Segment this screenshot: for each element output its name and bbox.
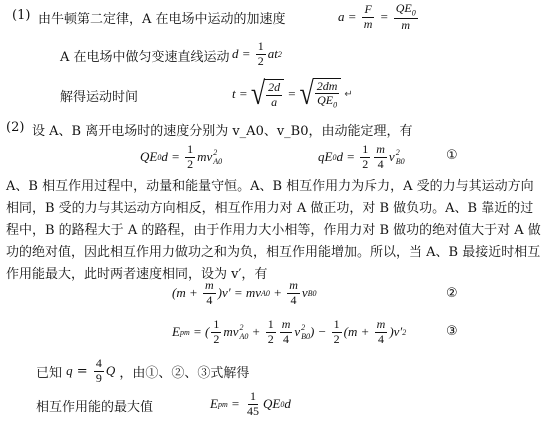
equation-2: (m + $\frac{m}{4}$ )v′ = mv A0 + $\frac{m}{4}$ v B0 xyxy=(172,278,317,307)
part1-line2-text: A 在电场中做匀变速直线运动 xyxy=(60,50,230,65)
result-text: 相互作用能的最大值 xyxy=(36,400,154,415)
part1-line2-formula: d = $\frac{1}{2}$ at 2 xyxy=(232,39,282,68)
equation-1a: QE 0 d = $\frac{1}{2}$ mv 2 A0 xyxy=(140,142,223,171)
part1-line3-formula: t = √ $\frac{2d}{a}$ = √ $\frac{2dm}{QE_0}$ ↵ xyxy=(232,75,353,112)
part1-line3-text: 解得运动时间 xyxy=(60,90,139,105)
equation-3: E pm = ( $\frac{1}{2}$ mv 2 A0 + $\frac{1}{2}$ $\frac{m}{4}$ v 2 B0 ) − $\frac{1}{2}$ (m + $\frac{m}{4}$ )v′ 2 xyxy=(172,317,407,346)
known-condition: 已知 q = $\frac{4}{9}$ Q ，由①、②、③式解得 xyxy=(36,356,250,385)
equation-1b: qE 0 d = $\frac{1}{2}$ $\frac{m}{4}$ v 2 B0 xyxy=(318,142,405,171)
equation-2-number: ② xyxy=(446,286,458,301)
part1-line1-text: 由牛顿第二定律，A 在电场中运动的加速度 xyxy=(38,12,286,27)
part1-line1-formula: a = $\frac{F}{m}$ = $\frac{QE_0}{m}$ xyxy=(338,0,416,32)
part2-intro: 设 A、B 离开电场时的速度分别为 v_A0、v_B0，由动能定理，有 xyxy=(32,124,413,139)
equation-3-number: ③ xyxy=(446,324,458,339)
equation-1-number: ① xyxy=(446,148,458,163)
result-formula: E pm = $\frac{1}{45}$ QE 0 d xyxy=(210,389,291,418)
explanation-paragraph: A、B 相互作用过程中，动量和能量守恒。A、B 相互作用力为斥力，A 受的力与其运动方向相同，B 受的力与其运动方向相反，相互作用力对 A 做正功，对 B 做负功。A、B 靠近的过程中，B 的路程大于 A 的路程，由于作用力大小相等，作用力对 B 做功的绝对值大于对 A 做功的绝对值，因此相互作用力做功之和为负，相互作用能增加。所以，当 A、B 最接近时相互作用能最大，此时两者速度相同，设为 v′，有 xyxy=(6,179,541,282)
part1-label: (1) xyxy=(12,8,31,23)
part2-label: (2) xyxy=(6,120,25,135)
